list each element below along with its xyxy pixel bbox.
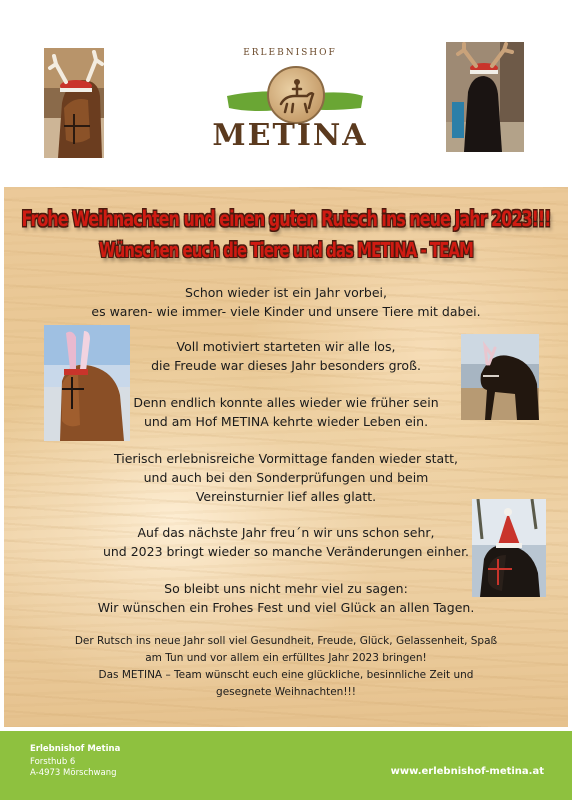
- logo-name: METINA: [212, 118, 368, 153]
- footer-company-name: Erlebnishof Metina: [30, 744, 121, 754]
- horse-with-reindeer-antlers-photo: [44, 48, 104, 158]
- closing-line: Der Rutsch ins neue Jahr soll viel Gesundheit, Freude, Glück, Gelassenheit, Spaß: [74, 635, 498, 647]
- poem-stanza-4: [4, 449, 568, 506]
- poem-line: Auf das nächste Jahr freu´n wir uns schon sehr,: [137, 525, 435, 540]
- closing-message: [4, 633, 568, 701]
- poem-line: So bleibt uns nicht mehr viel zu sagen:: [164, 581, 408, 596]
- poem-line: es waren- wie immer- viele Kinder und unsere Tiere mit dabei.: [91, 304, 481, 319]
- poem-line: die Freude war dieses Jahr besonders groß.: [151, 358, 421, 373]
- horse-with-santa-hat-photo: [472, 499, 546, 597]
- poem-line: Tierisch erlebnisreiche Vormittage fanden wieder statt,: [114, 451, 458, 466]
- poem-line: Schon wieder ist ein Jahr vorbei,: [185, 285, 387, 300]
- poem-line: Vereinsturnier lief alles glatt.: [195, 489, 377, 504]
- poem-line: und am Hof METINA kehrte wieder Leben ein.: [143, 414, 429, 429]
- rider-on-horse-icon: [267, 66, 325, 124]
- poem-line: Denn endlich konnte alles wieder wie früher sein: [133, 395, 439, 410]
- horse-with-bunny-ears-photo: [44, 325, 130, 441]
- headline-team: Wünschen euch die Tiere und das METINA - TEAM: [99, 237, 473, 263]
- poem-line: Wir wünschen ein Frohes Fest und viel Glück an allen Tagen.: [97, 600, 475, 615]
- dark-horse-with-antlers-photo: [446, 42, 524, 152]
- dark-horse-in-field-photo: [461, 334, 539, 420]
- page-header: [0, 0, 572, 185]
- footer-street: Forsthub 6: [30, 757, 76, 767]
- headline-greeting: Frohe Weihnachten und einen guten Rutsch ins neue Jahr 2023!!!: [21, 205, 551, 232]
- footer-city: A-4973 Mörschwang: [30, 768, 117, 778]
- wood-background-panel: [4, 187, 568, 727]
- page-footer: [0, 731, 572, 800]
- poem-stanza-1: [4, 283, 568, 321]
- footer-website-link[interactable]: www.erlebnishof-metina.at: [390, 766, 544, 777]
- closing-line: gesegnete Weihnachten!!!: [216, 686, 356, 698]
- closing-line: Das METINA – Team wünscht euch eine glückliche, besinnliche Zeit und: [98, 669, 474, 681]
- logo-arc-text: ERLEBNISHOF: [243, 48, 337, 58]
- poem-line: Voll motiviert starteten wir alle los,: [176, 339, 396, 354]
- poem-line: und 2023 bringt wieder so manche Veränderungen einher.: [102, 544, 470, 559]
- poem-line: und auch bei den Sonderprüfungen und beim: [143, 470, 429, 485]
- closing-line: am Tun und vor allem ein erfülltes Jahr 2023 bringen!: [145, 652, 427, 664]
- metina-logo: [210, 48, 370, 158]
